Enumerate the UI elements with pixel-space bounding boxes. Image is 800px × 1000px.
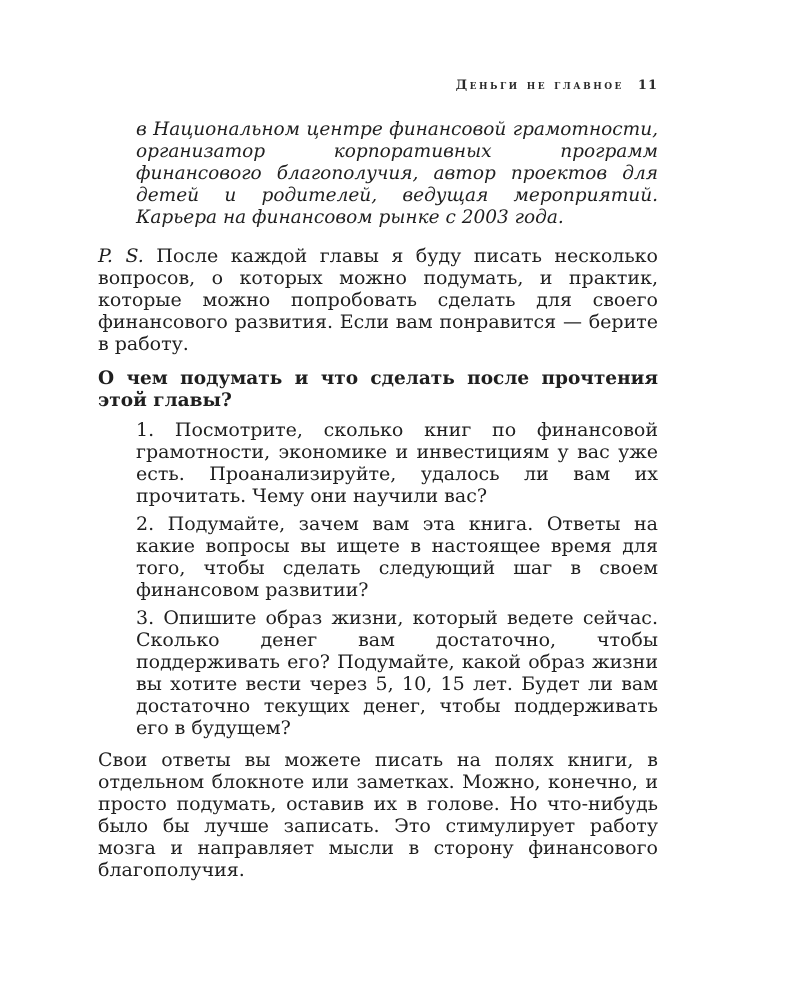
running-head — [98, 78, 658, 93]
postscript-mark: P. S. — [98, 245, 144, 267]
section-heading-text: О чем подумать и что сделать после прочтения этой главы? — [98, 368, 658, 411]
list-item: 1. Посмотрите, сколько книг по финансовой грамотности, экономике и инвестициям у вас уже есть. Проанализируйте, удалось ли вам их прочитать. Чему они научили вас? — [136, 419, 658, 507]
list-item: 2. Подумайте, зачем вам эта книга. Ответы на какие вопросы вы ищете в настоящее время для того, чтобы сделать следующий шаг в своем финансовом развитии? — [136, 513, 658, 601]
postscript-paragraph — [98, 245, 658, 355]
running-head-title: Деньги не главное — [455, 78, 624, 93]
section-heading — [98, 368, 658, 412]
author-bio-text: в Национальном центре финансовой грамотности, организатор корпоративных программ финансового благополучия, автор проектов для детей и родителей, ведущая мероприятий. Карьера на финансовом рынке с 2003 года. — [136, 119, 658, 228]
postscript-text: После каждой главы я буду писать несколько вопросов, о которых можно подумать, и практик, которые можно попробовать сделать для своего финансового развития. Если вам понравится — берите в работу. — [98, 245, 658, 355]
postscript — [98, 245, 658, 355]
page-number: 11 — [637, 78, 658, 93]
closing-paragraph — [98, 749, 658, 881]
closing-text: Свои ответы вы можете писать на полях книги, в отдельном блокноте или заметках. Можно, конечно, и просто подумать, оставив их в голове. Но что-нибудь было бы лучше записать. Это стимулирует работу мозга и направляет мысли в сторону финансового благополучия. — [98, 749, 658, 881]
question-list — [98, 419, 658, 745]
list-item: 3. Опишите образ жизни, который ведете сейчас. Сколько денег вам достаточно, чтобы поддерживать его? Подумайте, какой образ жизни вы хотите вести через 5, 10, 15 лет. Будет ли вам достаточно текущих денег, чтобы поддерживать его в будущем? — [136, 607, 658, 739]
author-bio — [98, 119, 658, 229]
